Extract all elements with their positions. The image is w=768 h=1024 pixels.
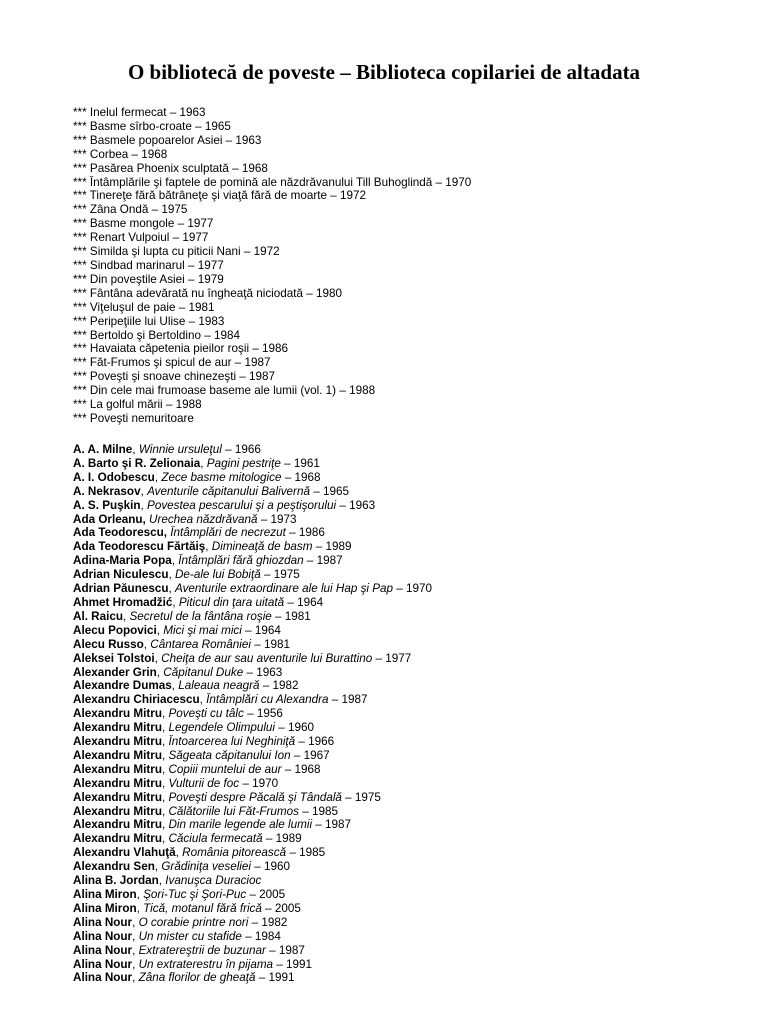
publication-year: – 1985 bbox=[286, 846, 326, 860]
author-name: Ada Orleanu, bbox=[73, 512, 146, 526]
anonymous-book-entry: *** Întâmplările şi faptele de pomină ale năzdrăvanului Till Buhoglindă – 1970 bbox=[73, 175, 472, 189]
author-book-entry bbox=[73, 499, 753, 513]
book-title: Poveşti cu tâlc bbox=[168, 707, 244, 721]
book-title: Zece basme mitologice bbox=[161, 470, 282, 484]
separator: , bbox=[132, 957, 139, 971]
author-name: Alina Miron bbox=[73, 888, 137, 901]
author-book-entry bbox=[73, 791, 753, 805]
publication-year: – 1987 bbox=[312, 818, 352, 832]
publication-year: – 1970 bbox=[393, 582, 433, 596]
anonymous-book-entry: *** Tinereţe fără bătrâneţe şi viaţă fără de moarte – 1972 bbox=[73, 189, 367, 203]
author-book-entry bbox=[73, 554, 753, 568]
anonymous-book-entry: *** Similda şi lupta cu piticii Nani – 1972 bbox=[73, 245, 280, 259]
book-title: Zâna florilor de gheaţă bbox=[138, 971, 256, 985]
separator: , bbox=[123, 609, 130, 623]
separator: , bbox=[136, 888, 144, 901]
book-title: România pitorească bbox=[182, 846, 287, 860]
author-book-entry bbox=[73, 930, 753, 944]
publication-year: – 1960 bbox=[275, 721, 315, 735]
publication-year: – 1966 bbox=[295, 735, 335, 749]
publication-year: – 1991 bbox=[273, 957, 313, 971]
publication-year: – 1989 bbox=[312, 540, 352, 554]
author-book-entry bbox=[73, 638, 753, 652]
author-book-entry bbox=[73, 818, 753, 832]
publication-year: – 1982 bbox=[248, 915, 288, 929]
author-book-entry bbox=[73, 457, 753, 471]
separator: , bbox=[132, 929, 139, 943]
author-name: Alina Nour bbox=[73, 943, 133, 957]
separator: , bbox=[132, 443, 139, 456]
author-book-entry bbox=[73, 846, 753, 860]
book-title: O corabie printre nori bbox=[138, 915, 249, 929]
author-book-entry bbox=[73, 860, 753, 874]
book-title: Un extraterestru în pijama bbox=[138, 957, 274, 971]
book-title: Cântarea României bbox=[150, 637, 251, 651]
publication-year: – 1963 bbox=[336, 498, 376, 512]
author-name: Adina-Maria Popa bbox=[73, 554, 172, 568]
author-name: Alina B. Jordan bbox=[73, 874, 159, 888]
separator: , bbox=[136, 901, 144, 915]
author-book-entry bbox=[73, 735, 753, 749]
author-name: Ahmet Hromadžić bbox=[73, 595, 173, 609]
book-title: Întâmplări de necrezut bbox=[170, 526, 286, 540]
book-title: Căpitanul Duke bbox=[163, 665, 244, 679]
publication-year: – 1965 bbox=[309, 484, 349, 498]
anonymous-book-entry: *** Peripeţiile lui Ulise – 1983 bbox=[73, 314, 225, 328]
author-name: Alexandru Vlahuţă bbox=[73, 846, 176, 860]
book-title: Căciula fermecată bbox=[168, 832, 263, 846]
book-title: Povestea pescarului şi a peştişorului bbox=[147, 498, 337, 512]
publication-year: – 1964 bbox=[241, 623, 281, 637]
separator: , bbox=[161, 735, 169, 749]
author-book-entry bbox=[73, 888, 753, 902]
publication-year: – 1989 bbox=[262, 832, 302, 846]
anonymous-book-entry: *** Inelul fermecat – 1963 bbox=[73, 106, 206, 119]
anonymous-book-entry: *** Din poveştile Asiei – 1979 bbox=[73, 272, 224, 286]
separator: , bbox=[199, 693, 207, 707]
book-title: Mici şi mai mici bbox=[163, 623, 242, 637]
book-title: Laleaua neagră bbox=[178, 679, 260, 693]
publication-year: – 1982 bbox=[259, 679, 299, 693]
anonymous-book-entry: *** Corbea – 1968 bbox=[73, 147, 168, 161]
book-title: Întâmplări cu Alexandra bbox=[206, 693, 329, 707]
author-book-entry bbox=[73, 944, 753, 958]
separator: , bbox=[168, 582, 175, 596]
author-book-entry bbox=[73, 582, 753, 596]
author-name: A. I. Odobescu bbox=[73, 470, 155, 484]
book-title: Călătoriile lui Făt-Frumos bbox=[168, 804, 300, 818]
author-name: A. A. Milne bbox=[73, 443, 133, 456]
book-title: Aventurile căpitanului Balivernă bbox=[147, 484, 310, 498]
book-title: Întoarcerea lui Neghiniţă bbox=[168, 735, 296, 749]
author-book-entry bbox=[73, 679, 753, 693]
separator: , bbox=[205, 540, 212, 554]
publication-year: – 1968 bbox=[281, 762, 321, 776]
separator: , bbox=[143, 637, 151, 651]
publication-year: – 1975 bbox=[341, 790, 381, 804]
separator: , bbox=[154, 651, 162, 665]
author-name: Alexandru Mitru bbox=[73, 735, 162, 749]
publication-year: – 1985 bbox=[299, 804, 339, 818]
anonymous-book-entry: *** Fântâna adevărată nu îngheaţă niciodată – 1980 bbox=[73, 286, 343, 300]
publication-year: – 1967 bbox=[290, 748, 330, 762]
author-book-entry bbox=[73, 805, 753, 819]
author-book-entry bbox=[73, 971, 753, 985]
publication-year: – 1991 bbox=[255, 971, 295, 985]
author-book-entry bbox=[73, 652, 753, 666]
book-title: Poveşti despre Păcală şi Tândală bbox=[168, 790, 342, 804]
author-name: Alina Nour bbox=[73, 929, 133, 943]
book-title: Secretul de la fântâna roşie bbox=[129, 609, 272, 623]
anonymous-book-entry: *** Basmele popoarelor Asiei – 1963 bbox=[73, 133, 262, 147]
book-title: Cheiţa de aur sau aventurile lui Burattino bbox=[161, 651, 373, 665]
book-title: Legendele Olimpului bbox=[168, 721, 276, 735]
separator: , bbox=[156, 623, 164, 637]
author-name: Al. Raicu bbox=[73, 609, 124, 623]
author-book-entry bbox=[73, 540, 753, 554]
separator: , bbox=[156, 665, 164, 679]
anonymous-book-entry: *** Bertoldo şi Bertoldino – 1984 bbox=[73, 328, 240, 342]
publication-year: – 1964 bbox=[284, 595, 324, 609]
book-title: Dimineaţă de basm bbox=[211, 540, 313, 554]
author-name: Alina Nour bbox=[73, 957, 133, 971]
book-title: Grădiniţa veseliei bbox=[161, 860, 251, 874]
publication-year: – 1987 bbox=[303, 554, 343, 568]
author-book-entry bbox=[73, 471, 753, 485]
separator: , bbox=[132, 943, 139, 957]
separator: , bbox=[171, 554, 179, 568]
book-title: Vulturii de foc bbox=[168, 776, 240, 790]
author-book-entry bbox=[73, 693, 753, 707]
publication-year: – 1986 bbox=[285, 526, 325, 540]
author-book-entry bbox=[73, 763, 753, 777]
separator: , bbox=[161, 790, 169, 804]
author-book-entry bbox=[73, 485, 753, 499]
author-name: Alexandru Mitru bbox=[73, 776, 162, 790]
author-name: Alecu Russo bbox=[73, 637, 144, 651]
book-title: Piticul din ţara uitată bbox=[178, 595, 285, 609]
separator: , bbox=[161, 804, 169, 818]
publication-year: – 1956 bbox=[243, 707, 283, 721]
author-name: Alexandru Mitru bbox=[73, 707, 162, 721]
separator: , bbox=[200, 456, 207, 470]
publication-year: – 1966 bbox=[221, 443, 261, 456]
book-title: Winnie ursuleţul bbox=[138, 443, 222, 456]
author-name: A. S. Puşkin bbox=[73, 498, 141, 512]
book-title: Un mister cu stafide bbox=[138, 929, 242, 943]
author-book-entry bbox=[73, 513, 753, 527]
anonymous-book-entry: *** Basme sîrbo-croate – 1965 bbox=[73, 119, 231, 133]
publication-year: – 1981 bbox=[271, 609, 311, 623]
book-title: Aventurile extraordinare ale lui Hap şi Pap bbox=[174, 582, 394, 596]
anonymous-book-entry: *** Poveşti nemuritoare bbox=[73, 411, 194, 425]
author-name: Alina Miron bbox=[73, 901, 137, 915]
author-name: Ada Teodorescu, bbox=[73, 526, 167, 540]
author-book-entry bbox=[73, 916, 753, 930]
separator: , bbox=[175, 846, 183, 860]
book-title: Din marile legende ale lumii bbox=[168, 818, 313, 832]
separator: , bbox=[132, 915, 139, 929]
author-name: Aleksei Tolstoi bbox=[73, 651, 155, 665]
anonymous-books-list bbox=[73, 106, 753, 426]
separator: , bbox=[140, 498, 148, 512]
publication-year: – 1970 bbox=[239, 776, 279, 790]
anonymous-book-entry: *** Zâna Ondă – 1975 bbox=[73, 203, 188, 217]
author-book-entry bbox=[73, 832, 753, 846]
author-book-entry bbox=[73, 610, 753, 624]
separator: , bbox=[161, 748, 169, 762]
publication-year: – 1961 bbox=[280, 456, 320, 470]
author-book-entry bbox=[73, 721, 753, 735]
author-book-entry bbox=[73, 596, 753, 610]
author-name: Adrian Păunescu bbox=[73, 582, 169, 596]
anonymous-book-entry: *** Basme mongole – 1977 bbox=[73, 217, 214, 231]
book-title: De-ale lui Bobiţă bbox=[174, 568, 261, 582]
separator: , bbox=[161, 721, 169, 735]
anonymous-book-entry: *** Făt-Frumos şi spicul de aur – 1987 bbox=[73, 356, 271, 370]
publication-year: – 2005 bbox=[246, 888, 286, 901]
book-title: Săgeata căpitanului Ion bbox=[168, 748, 291, 762]
separator: , bbox=[161, 818, 169, 832]
author-book-entry bbox=[73, 874, 753, 888]
publication-year: – 1963 bbox=[243, 665, 283, 679]
book-title: Extratereştrii de buzunar bbox=[138, 943, 266, 957]
separator: , bbox=[171, 679, 179, 693]
author-name: Adrian Niculescu bbox=[73, 568, 169, 582]
separator: , bbox=[168, 568, 175, 582]
separator: , bbox=[154, 860, 162, 874]
author-book-entry bbox=[73, 526, 753, 540]
author-books-list bbox=[73, 443, 753, 985]
author-book-entry bbox=[73, 958, 753, 972]
author-book-entry bbox=[73, 666, 753, 680]
author-name: Alecu Popovici bbox=[73, 623, 157, 637]
publication-year: – 1968 bbox=[281, 470, 321, 484]
separator: , bbox=[161, 762, 169, 776]
author-name: Alexandru Chiriacescu bbox=[73, 693, 200, 707]
author-book-entry bbox=[73, 749, 753, 763]
anonymous-book-entry: *** Havaiata căpetenia pieilor roşii – 1986 bbox=[73, 342, 289, 356]
author-name: Alexandru Mitru bbox=[73, 721, 162, 735]
author-name: Alexandru Sen bbox=[73, 860, 155, 874]
book-title: Tică, motanul fără frică bbox=[143, 901, 262, 915]
author-book-entry bbox=[73, 777, 753, 791]
author-book-entry bbox=[73, 707, 753, 721]
separator: , bbox=[132, 971, 139, 985]
author-name: Alexandru Mitru bbox=[73, 804, 162, 818]
separator: , bbox=[161, 832, 169, 846]
publication-year: – 2005 bbox=[261, 901, 301, 915]
author-name: Alexandru Mitru bbox=[73, 790, 162, 804]
publication-year: – 1973 bbox=[257, 512, 297, 526]
book-title: Ivanuşca Duracioc bbox=[165, 874, 262, 888]
separator: , bbox=[140, 484, 148, 498]
publication-year: – 1981 bbox=[251, 637, 290, 651]
anonymous-book-entry: *** Viţeluşul de paie – 1981 bbox=[73, 300, 215, 314]
author-name: Alexandru Mitru bbox=[73, 818, 162, 832]
publication-year: – 1975 bbox=[260, 568, 300, 582]
publication-year: – 1987 bbox=[328, 693, 368, 707]
author-name: Alina Nour bbox=[73, 915, 133, 929]
author-name: A. Nekrasov bbox=[73, 484, 141, 498]
author-name: Alina Nour bbox=[73, 971, 133, 985]
author-name: Alexandru Mitru bbox=[73, 762, 162, 776]
author-book-entry bbox=[73, 902, 753, 916]
author-name: Alexandre Dumas bbox=[73, 679, 172, 693]
book-title: Urechea năzdrăvană bbox=[149, 512, 258, 526]
anonymous-book-entry: *** Sindbad marinarul – 1977 bbox=[73, 258, 224, 272]
publication-year: – 1987 bbox=[265, 943, 305, 957]
author-name: Alexandru Mitru bbox=[73, 832, 162, 846]
author-name: Alexandru Mitru bbox=[73, 748, 162, 762]
author-book-entry bbox=[73, 624, 753, 638]
author-name: Alexander Grin bbox=[73, 665, 157, 679]
book-title: Pagini pestriţe bbox=[206, 456, 281, 470]
author-name: A. Barto şi R. Zelionaia bbox=[73, 456, 201, 470]
separator: , bbox=[172, 595, 179, 609]
anonymous-book-entry: *** Din cele mai frumoase baseme ale lumii (vol. 1) – 1988 bbox=[73, 384, 376, 398]
author-book-entry bbox=[73, 443, 753, 457]
publication-year: – 1977 bbox=[372, 651, 412, 665]
author-name: Ada Teodorescu Fărtăiş bbox=[73, 540, 206, 554]
book-title: Întâmplări fără ghiozdan bbox=[178, 554, 304, 568]
anonymous-book-entry: *** Renart Vulpoiul – 1977 bbox=[73, 231, 209, 245]
author-book-entry bbox=[73, 568, 753, 582]
separator: , bbox=[161, 776, 169, 790]
anonymous-book-entry: *** Pasărea Phoenix sculptată – 1968 bbox=[73, 161, 268, 175]
publication-year: – 1960 bbox=[251, 860, 290, 874]
anonymous-book-entry: *** La golful mării – 1988 bbox=[73, 398, 202, 412]
publication-year: – 1984 bbox=[241, 929, 281, 943]
book-title: Copiii muntelui de aur bbox=[168, 762, 282, 776]
anonymous-book-entry: *** Poveşti şi snoave chinezeşti – 1987 bbox=[73, 370, 276, 384]
separator: , bbox=[154, 470, 162, 484]
separator: , bbox=[158, 874, 166, 888]
separator: , bbox=[161, 707, 169, 721]
book-title: Şori-Tuc şi Şori-Puc bbox=[143, 888, 247, 901]
page-title: O bibliotecă de poveste – Biblioteca copilariei de altadata bbox=[127, 60, 641, 85]
